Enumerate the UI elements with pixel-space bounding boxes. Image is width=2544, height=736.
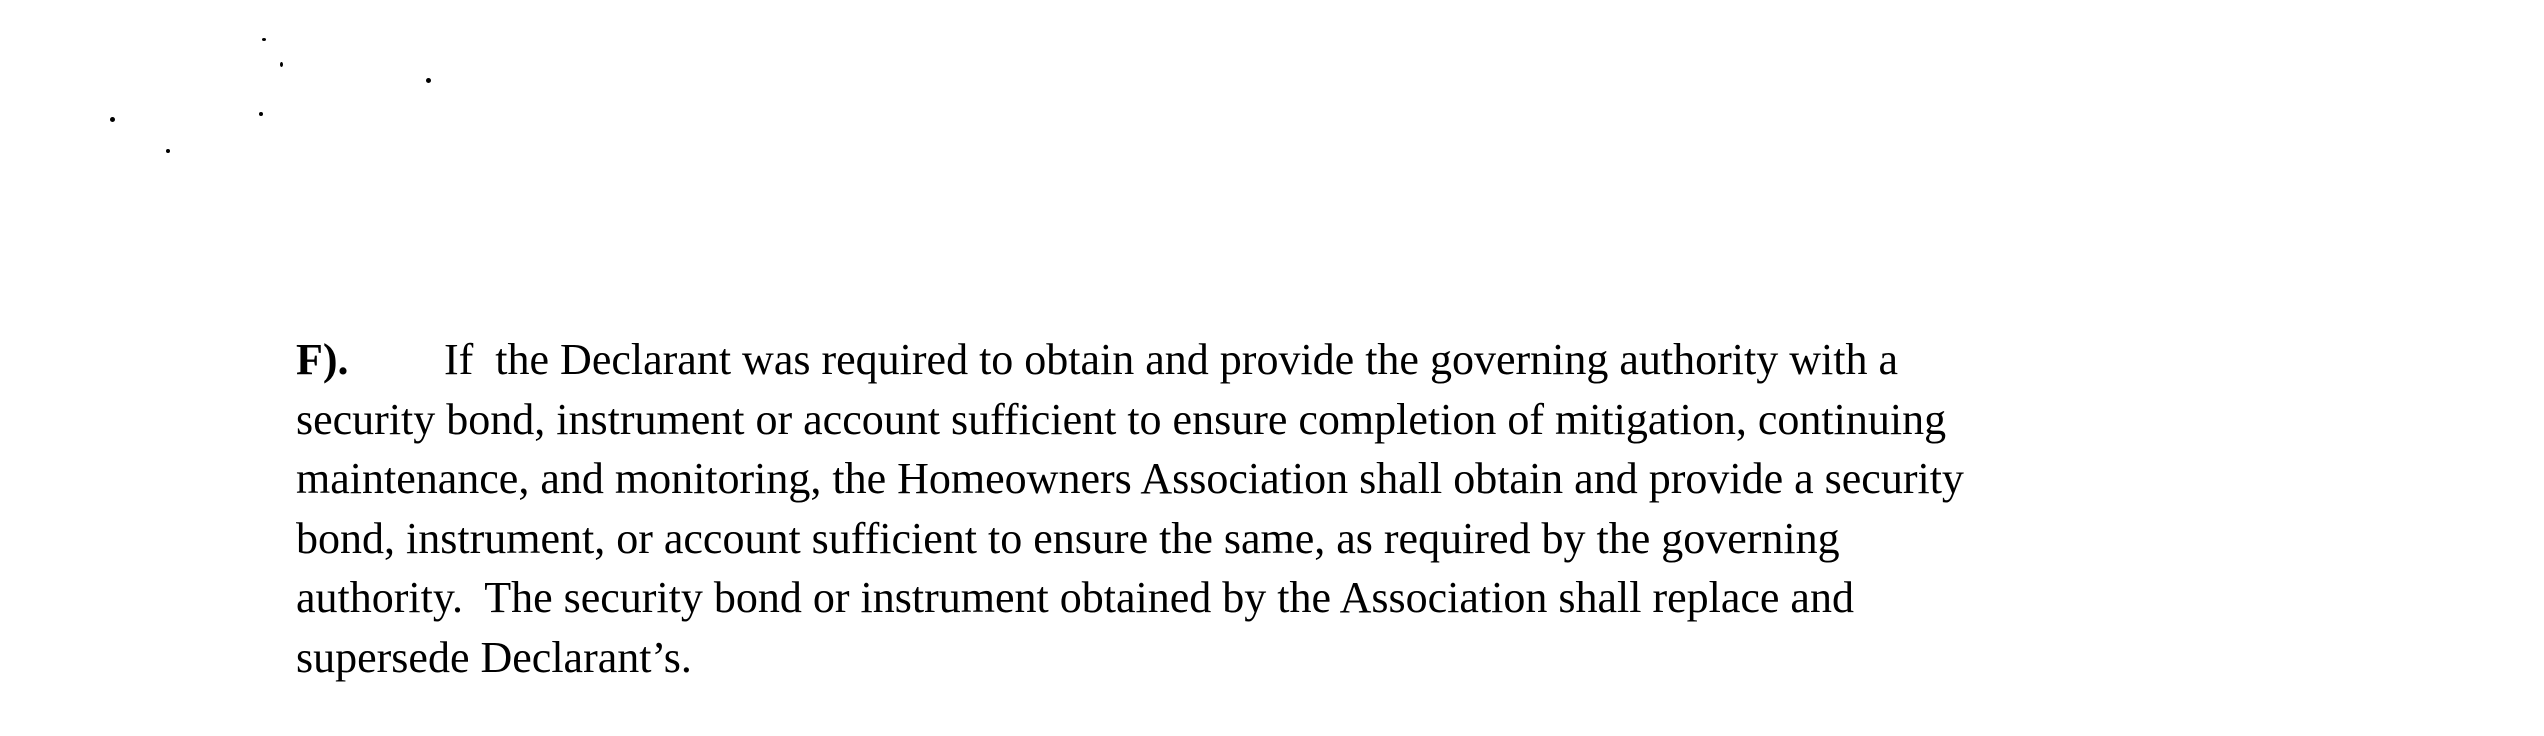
section-label: F). bbox=[296, 335, 349, 384]
scan-speck bbox=[280, 62, 283, 67]
paragraph-line-1 bbox=[296, 330, 2316, 390]
scan-speck bbox=[259, 112, 263, 116]
paragraph-line-6: supersede Declarant’s. bbox=[296, 632, 692, 682]
scan-speck bbox=[110, 117, 115, 122]
paragraph-line-3: maintenance, and monitoring, the Homeowners Association shall obtain and provide a security bbox=[296, 454, 1964, 503]
scan-speck bbox=[426, 78, 431, 83]
paragraph-line-5: authority. The security bond or instrument obtained by the Association shall replace and bbox=[296, 573, 1854, 622]
section-f-paragraph bbox=[296, 330, 2316, 687]
line-text: If the Declarant was required to obtain and provide the governing authority with a bbox=[444, 335, 1898, 384]
scan-speck bbox=[166, 149, 170, 153]
paragraph-line-4: bond, instrument, or account sufficient to ensure the same, as required by the governing bbox=[296, 513, 1840, 563]
scan-speck bbox=[262, 38, 266, 41]
paragraph-line-2: security bond, instrument or account sufficient to ensure completion of mitigation, continuing bbox=[296, 394, 1947, 444]
